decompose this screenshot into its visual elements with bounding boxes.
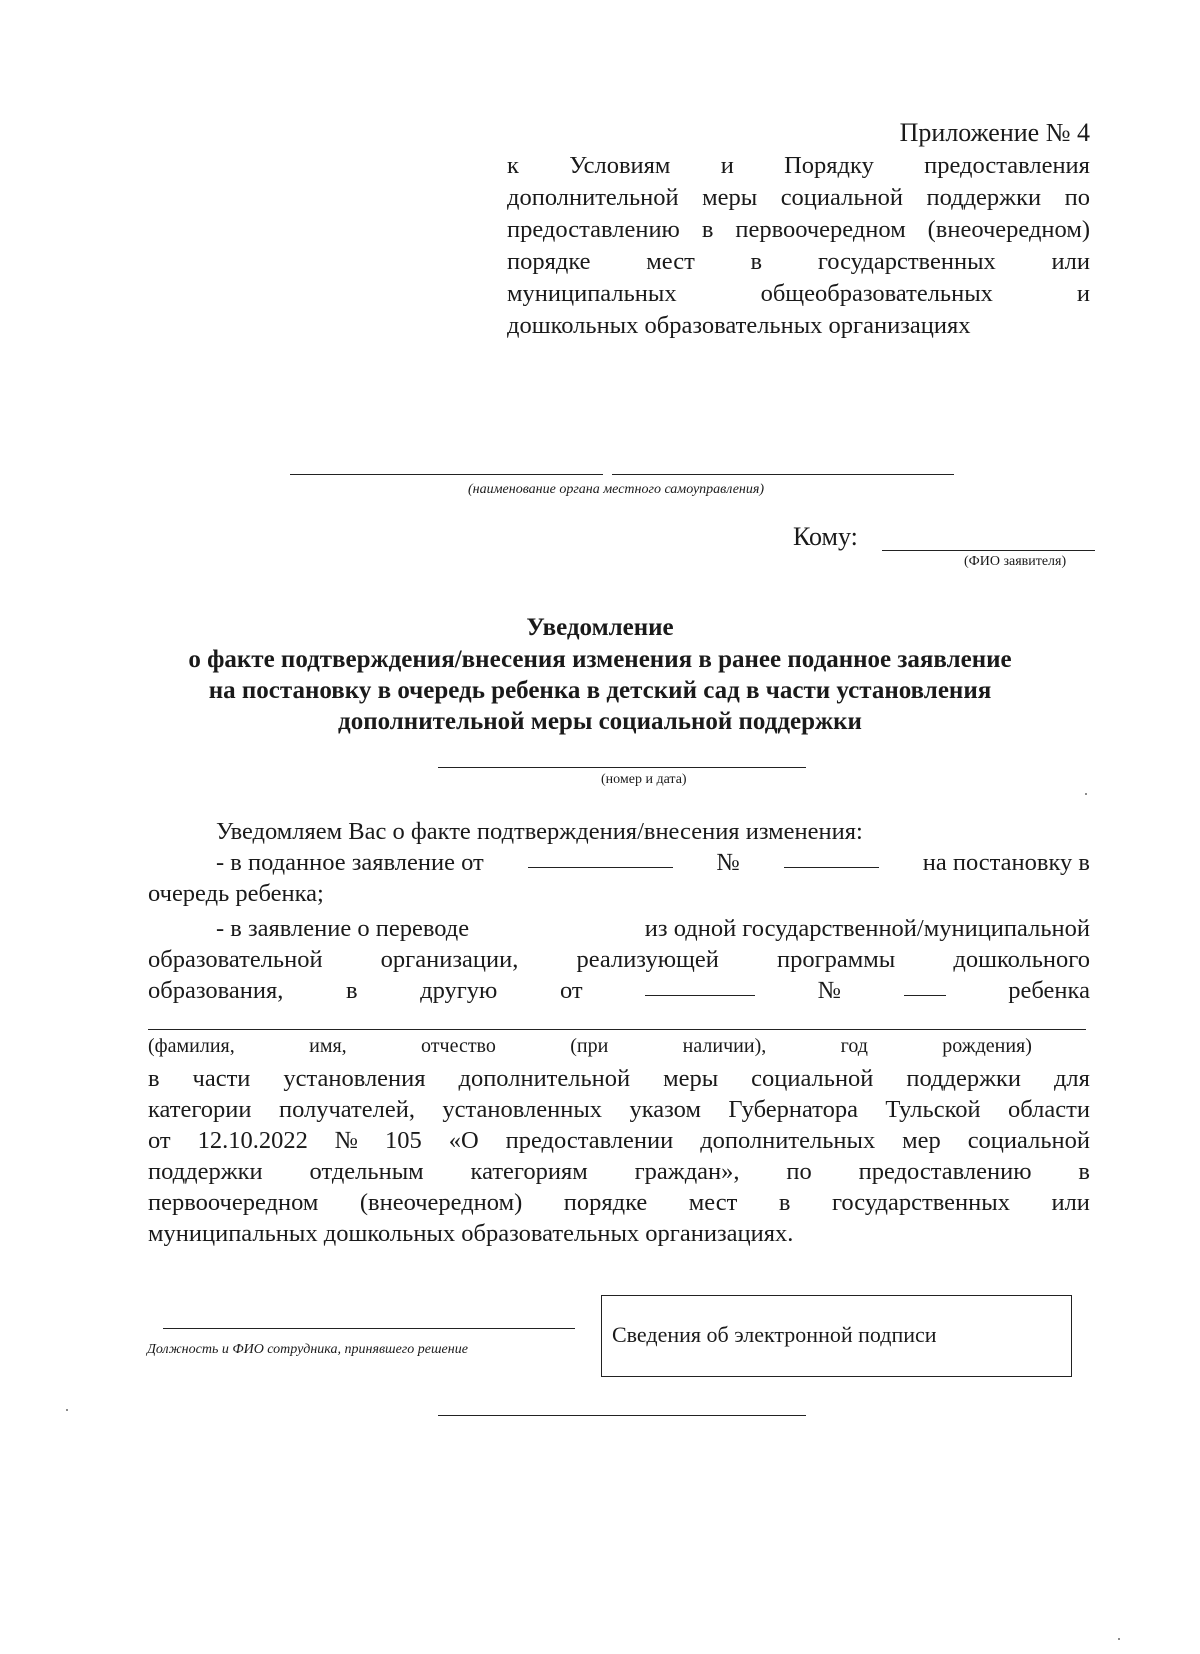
appendix-line: к Условиям и Порядку предоставления	[507, 152, 1090, 179]
item2-line1: - в заявление о переводе из одной государственной/муниципальной	[216, 915, 1090, 942]
appendix-line: дополнительной меры социальной поддержки по	[507, 184, 1090, 211]
child-caption: (фамилия, имя, отчество (при наличии), год рождения)	[148, 1035, 1032, 1057]
item1-line2: очередь ребенка;	[148, 880, 324, 907]
recipient-name-line[interactable]	[882, 550, 1095, 551]
application-date-field[interactable]	[528, 847, 673, 868]
paragraph-line: поддержки отдельным категориям граждан», по предоставлению в	[148, 1158, 1090, 1185]
appendix-line: порядке мест в государственных или	[507, 248, 1090, 275]
number-date-caption: (номер и дата)	[601, 772, 687, 787]
appendix-reference	[507, 150, 1090, 342]
recipient-caption: (ФИО заявителя)	[964, 554, 1067, 569]
intro-text: Уведомляем Вас о факте подтверждения/внесения изменения:	[216, 818, 863, 845]
appendix-line: муниципальных общеобразовательных и	[507, 280, 1090, 307]
paragraph-line: первоочередном (внеочередном) порядке мест в государственных или	[148, 1189, 1090, 1216]
paragraph-line: муниципальных дошкольных образовательных организациях.	[148, 1220, 794, 1247]
scan-speck	[1118, 1638, 1120, 1640]
transfer-date-field[interactable]	[645, 975, 755, 996]
employee-signature-line[interactable]	[163, 1328, 575, 1329]
transfer-number-field[interactable]	[904, 975, 946, 996]
authority-name-line[interactable]	[290, 474, 603, 475]
authority-name-line-2[interactable]	[612, 474, 954, 475]
authority-caption: (наименование органа местного самоуправления)	[468, 482, 765, 497]
employee-caption: Должность и ФИО сотрудника, принявшего решение	[147, 1342, 468, 1357]
notice-subtitle-line: дополнительной меры социальной поддержки	[338, 708, 862, 735]
esign-label: Сведения об электронной подписи	[612, 1322, 937, 1347]
paragraph-line: категории получателей, установленных указом Губернатора Тульской области	[148, 1096, 1090, 1123]
appendix-line: предоставлению в первоочередном (внеочередном)	[507, 216, 1090, 243]
notice-subtitle-line: о факте подтверждения/внесения изменения в ранее поданное заявление	[188, 646, 1012, 673]
item2-line2: образовательной организации, реализующей программы дошкольного	[148, 946, 1090, 973]
main-paragraph	[148, 1063, 1090, 1249]
item2-line3: образования, в другую от № ребенка	[148, 977, 1090, 1004]
child-name-line[interactable]	[148, 1029, 1086, 1030]
bottom-line	[438, 1415, 806, 1416]
scan-speck	[1085, 793, 1087, 795]
item1-line1: - в поданное заявление от № на постановку в	[216, 849, 1090, 876]
notice-title: Уведомление	[526, 614, 674, 641]
paragraph-line: от 12.10.2022 № 105 «О предоставлении дополнительных мер социальной	[148, 1127, 1090, 1154]
appendix-number: Приложение № 4	[899, 118, 1090, 147]
recipient-label: Кому:	[793, 522, 858, 551]
paragraph-line: в части установления дополнительной меры социальной поддержки для	[148, 1065, 1090, 1092]
application-number-field[interactable]	[784, 847, 879, 868]
number-date-line[interactable]	[438, 767, 806, 768]
appendix-line: дошкольных образовательных организациях	[507, 312, 971, 339]
scan-speck	[66, 1409, 68, 1411]
notice-subtitle-line: на постановку в очередь ребенка в детский сад в части установления	[208, 677, 992, 704]
